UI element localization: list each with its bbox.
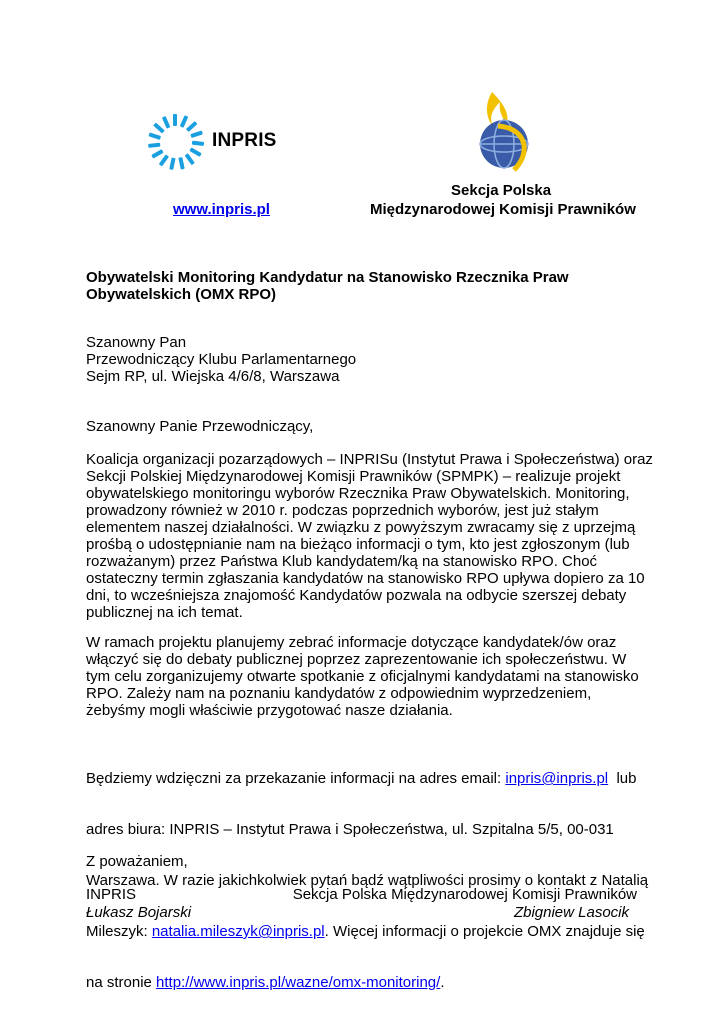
inpris-logo-text: INPRIS (212, 130, 277, 151)
inpris-url-link[interactable]: www.inpris.pl (173, 201, 270, 218)
text-line (86, 923, 646, 940)
salutation: Szanowny Panie Przewodniczący, (86, 418, 314, 435)
signature-right-name: Zbigniew Lasocik (513, 904, 629, 921)
text-line: prośbą o udostępnianie nam na bieżąco informacji o tym, kto jest zgłoszonym (lub (86, 536, 630, 553)
inpris-swirl-icon (146, 112, 206, 172)
email-link-inpris[interactable]: inpris@inpris.pl (505, 770, 609, 787)
text-line: tym celu zorganizujemy otwarte spotkanie z oficjalnymi kandydatami na stanowisko (86, 668, 639, 685)
address-line: Przewodniczący Klubu Parlamentarnego (86, 351, 357, 368)
text-line: Warszawa. W razie jakichkolwiek pytań bądź wątpliwości prosimy o kontakt z Natalią (86, 872, 649, 889)
text-line: włączyć się do debaty publicznej poprzez zaprezentowanie ich społeczeństwu. W (86, 651, 627, 668)
text-line: publicznej na ich temat. (86, 604, 243, 621)
org2-name-line2: Międzynarodowej Komisji Prawników (370, 201, 636, 218)
address-line: Sejm RP, ul. Wiejska 4/6/8, Warszawa (86, 368, 340, 385)
text-line: ostateczny termin zgłaszania kandydatów na stanowisko RPO upływa dopiero za 10 (86, 570, 645, 587)
text-span: na stronie (86, 974, 157, 991)
signature-right-org: Sekcja Polska Międzynarodowej Komisji Prawników (292, 886, 637, 903)
globe-flame-icon (470, 88, 536, 172)
text-span: . (440, 974, 445, 991)
text-span: Będziemy wdzięczni za przekazanie informacji na adres email: (86, 770, 506, 787)
text-line: W ramach projektu planujemy zebrać informacje dotyczące kandydatek/ów oraz (86, 634, 617, 651)
signature-left-org: INPRIS (86, 886, 137, 903)
text-span: lub (608, 770, 637, 787)
text-line (86, 974, 646, 991)
text-line: dni, to wcześniejsza znajomość Kandydatów pozwala na odbycie szerszej debaty (86, 587, 627, 604)
text-line: żebyśmy mogli właściwie przygotować nasze działania. (86, 702, 453, 719)
text-line: prowadzony również w 2010 r. podczas poprzednich wyborów, jest już stałym (86, 502, 599, 519)
text-line: elementem naszej działalności. W związku z powyższym zwracamy się z uprzejmą (86, 519, 636, 536)
text-line: RPO. Zależy nam na poznaniu kandydatów z odpowiednim wyprzedzeniem, (86, 685, 592, 702)
text-line: adres biura: INPRIS – Instytut Prawa i Społeczeństwa, ul. Szpitalna 5/5, 00-031 (86, 821, 614, 838)
inpris-logo (146, 112, 286, 172)
paragraph-3 (86, 736, 649, 1008)
paragraph-1 (86, 451, 653, 621)
paragraph-2 (86, 634, 646, 719)
org2-name-line1: Sekcja Polska (451, 182, 552, 199)
document-title-line2: Obywatelskich (OMX RPO) (86, 286, 277, 303)
text-line: Sekcji Polskiej Międzynarodowej Komisji Prawników (SPMPK) – realizuje projekt (86, 468, 621, 485)
email-link-natalia[interactable]: natalia.mileszyk@inpris.pl (151, 923, 325, 940)
omx-project-link[interactable]: http://www.inpris.pl/wazne/omx-monitoring/ (156, 974, 441, 991)
signature-left-name: Łukasz Bojarski (86, 904, 192, 921)
text-span: Mileszyk: (86, 923, 152, 940)
text-line: obywatelskiego monitoringu wyborów Rzecznika Praw Obywatelskich. Monitoring, (86, 485, 630, 502)
document-title (86, 269, 569, 303)
address-line: Szanowny Pan (86, 334, 187, 351)
text-line: Koalicja organizacji pozarządowych – INPRISu (Instytut Prawa i Społeczeństwa) oraz (86, 451, 653, 468)
text-span: . Więcej informacji o projekcie OMX znajduje się (324, 923, 645, 940)
recipient-address (86, 334, 646, 385)
text-line: rozważanym) przez Państwa Klub kandydatem/ką na stanowisko RPO. Choć (86, 553, 598, 570)
document-title-line1: Obywatelski Monitoring Kandydatur na Stanowisko Rzecznika Praw (86, 269, 569, 286)
closing: Z poważaniem, (86, 853, 188, 870)
text-line (86, 770, 646, 787)
